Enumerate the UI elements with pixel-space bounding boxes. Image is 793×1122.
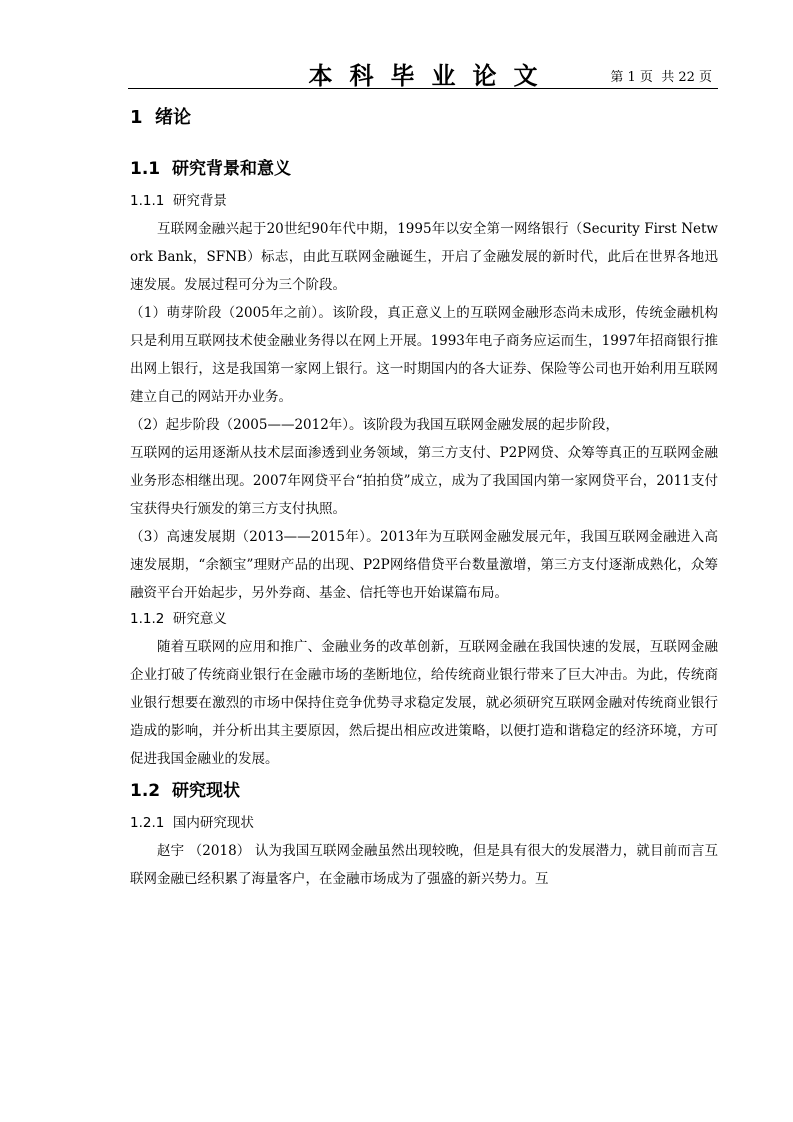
paragraph-stage-2-first-line: （2）起步阶段（2005——2012年）。该阶段为我国互联网金融发展的起步阶段， bbox=[130, 417, 620, 433]
subsection-heading-1-1-2: 1.1.2 研究意义 bbox=[130, 611, 227, 627]
section-heading-1-1: 1.1 研究背景和意义 bbox=[130, 159, 291, 179]
paragraph-significance: 随着互联网的应用和推广、金融业务的改革创新，互联网金融在我国快速的发展，互联网金融企业打破了传统商业银行在金融市场的垄断地位，给传统商业银行带来了巨大冲击。为此，传统商业银行想要在激烈的市场中保持住竞争优势寻求稳定发展，就必须研究互联网金融对传统商业银行造成的影响，并分析出其主要原因，然后提出相应改进策略，以便打造和谐稳定的经济环境，方可促进我国金融业的发展。 bbox=[130, 639, 718, 767]
section-heading-1-2: 1.2 研究现状 bbox=[130, 781, 240, 801]
page-header bbox=[128, 54, 718, 89]
subsection-heading-1-2-1: 1.2.1 国内研究现状 bbox=[130, 815, 254, 831]
paragraph-stage-3: （3）高速发展期（2013——2015年）。2013年为互联网金融发展元年，我国互联网金融进入高速发展期，“余额宝”理财产品的出现、P2P网络借贷平台数量激增，第三方支付逐渐成熟化，众筹融资平台开始起步，另外券商、基金、信托等也开始谋篇布局。 bbox=[130, 529, 718, 601]
subsection-heading-1-1-1: 1.1.1 研究背景 bbox=[130, 193, 227, 209]
document-body bbox=[130, 104, 718, 893]
paragraph-stage-2-rest: 互联网的运用逐渐从技术层面渗透到业务领域，第三方支付、P2P网贷、众筹等真正的互联网金融业务形态相继出现。2007年网贷平台“拍拍贷”成立，成为了我国国内第一家网贷平台，2011支付宝获得央行颁发的第三方支付执照。 bbox=[130, 445, 718, 517]
page-number-info: 第 1 页 共 22 页 bbox=[610, 70, 712, 85]
chapter-heading: 1 绪论 bbox=[130, 107, 192, 128]
paragraph-background-intro: 互联网金融兴起于20世纪90年代中期，1995年以安全第一网络银行（Security First Network Bank，SFNB）标志，由此互联网金融诞生，开启了金融发展的新时代，此后在世界各地迅速发展。发展过程可分为三个阶段。 bbox=[130, 221, 718, 293]
paragraph-stage-1: （1）萌芽阶段（2005年之前）。该阶段，真正意义上的互联网金融形态尚未成形，传统金融机构只是利用互联网技术使金融业务得以在网上开展。1993年电子商务应运而生，1997年招商银行推出网上银行，这是我国第一家网上银行。这一时期国内的各大证券、保险等公司也开始利用互联网建立自己的网站开办业务。 bbox=[130, 305, 718, 405]
thesis-header-title: 本科毕业论文 bbox=[308, 62, 555, 90]
paragraph-domestic-research: 赵宇 （2018） 认为我国互联网金融虽然出现较晚，但是具有很大的发展潜力，就目前而言互联网金融已经积累了海量客户，在金融市场成为了强盛的新兴势力。互 bbox=[130, 843, 718, 887]
